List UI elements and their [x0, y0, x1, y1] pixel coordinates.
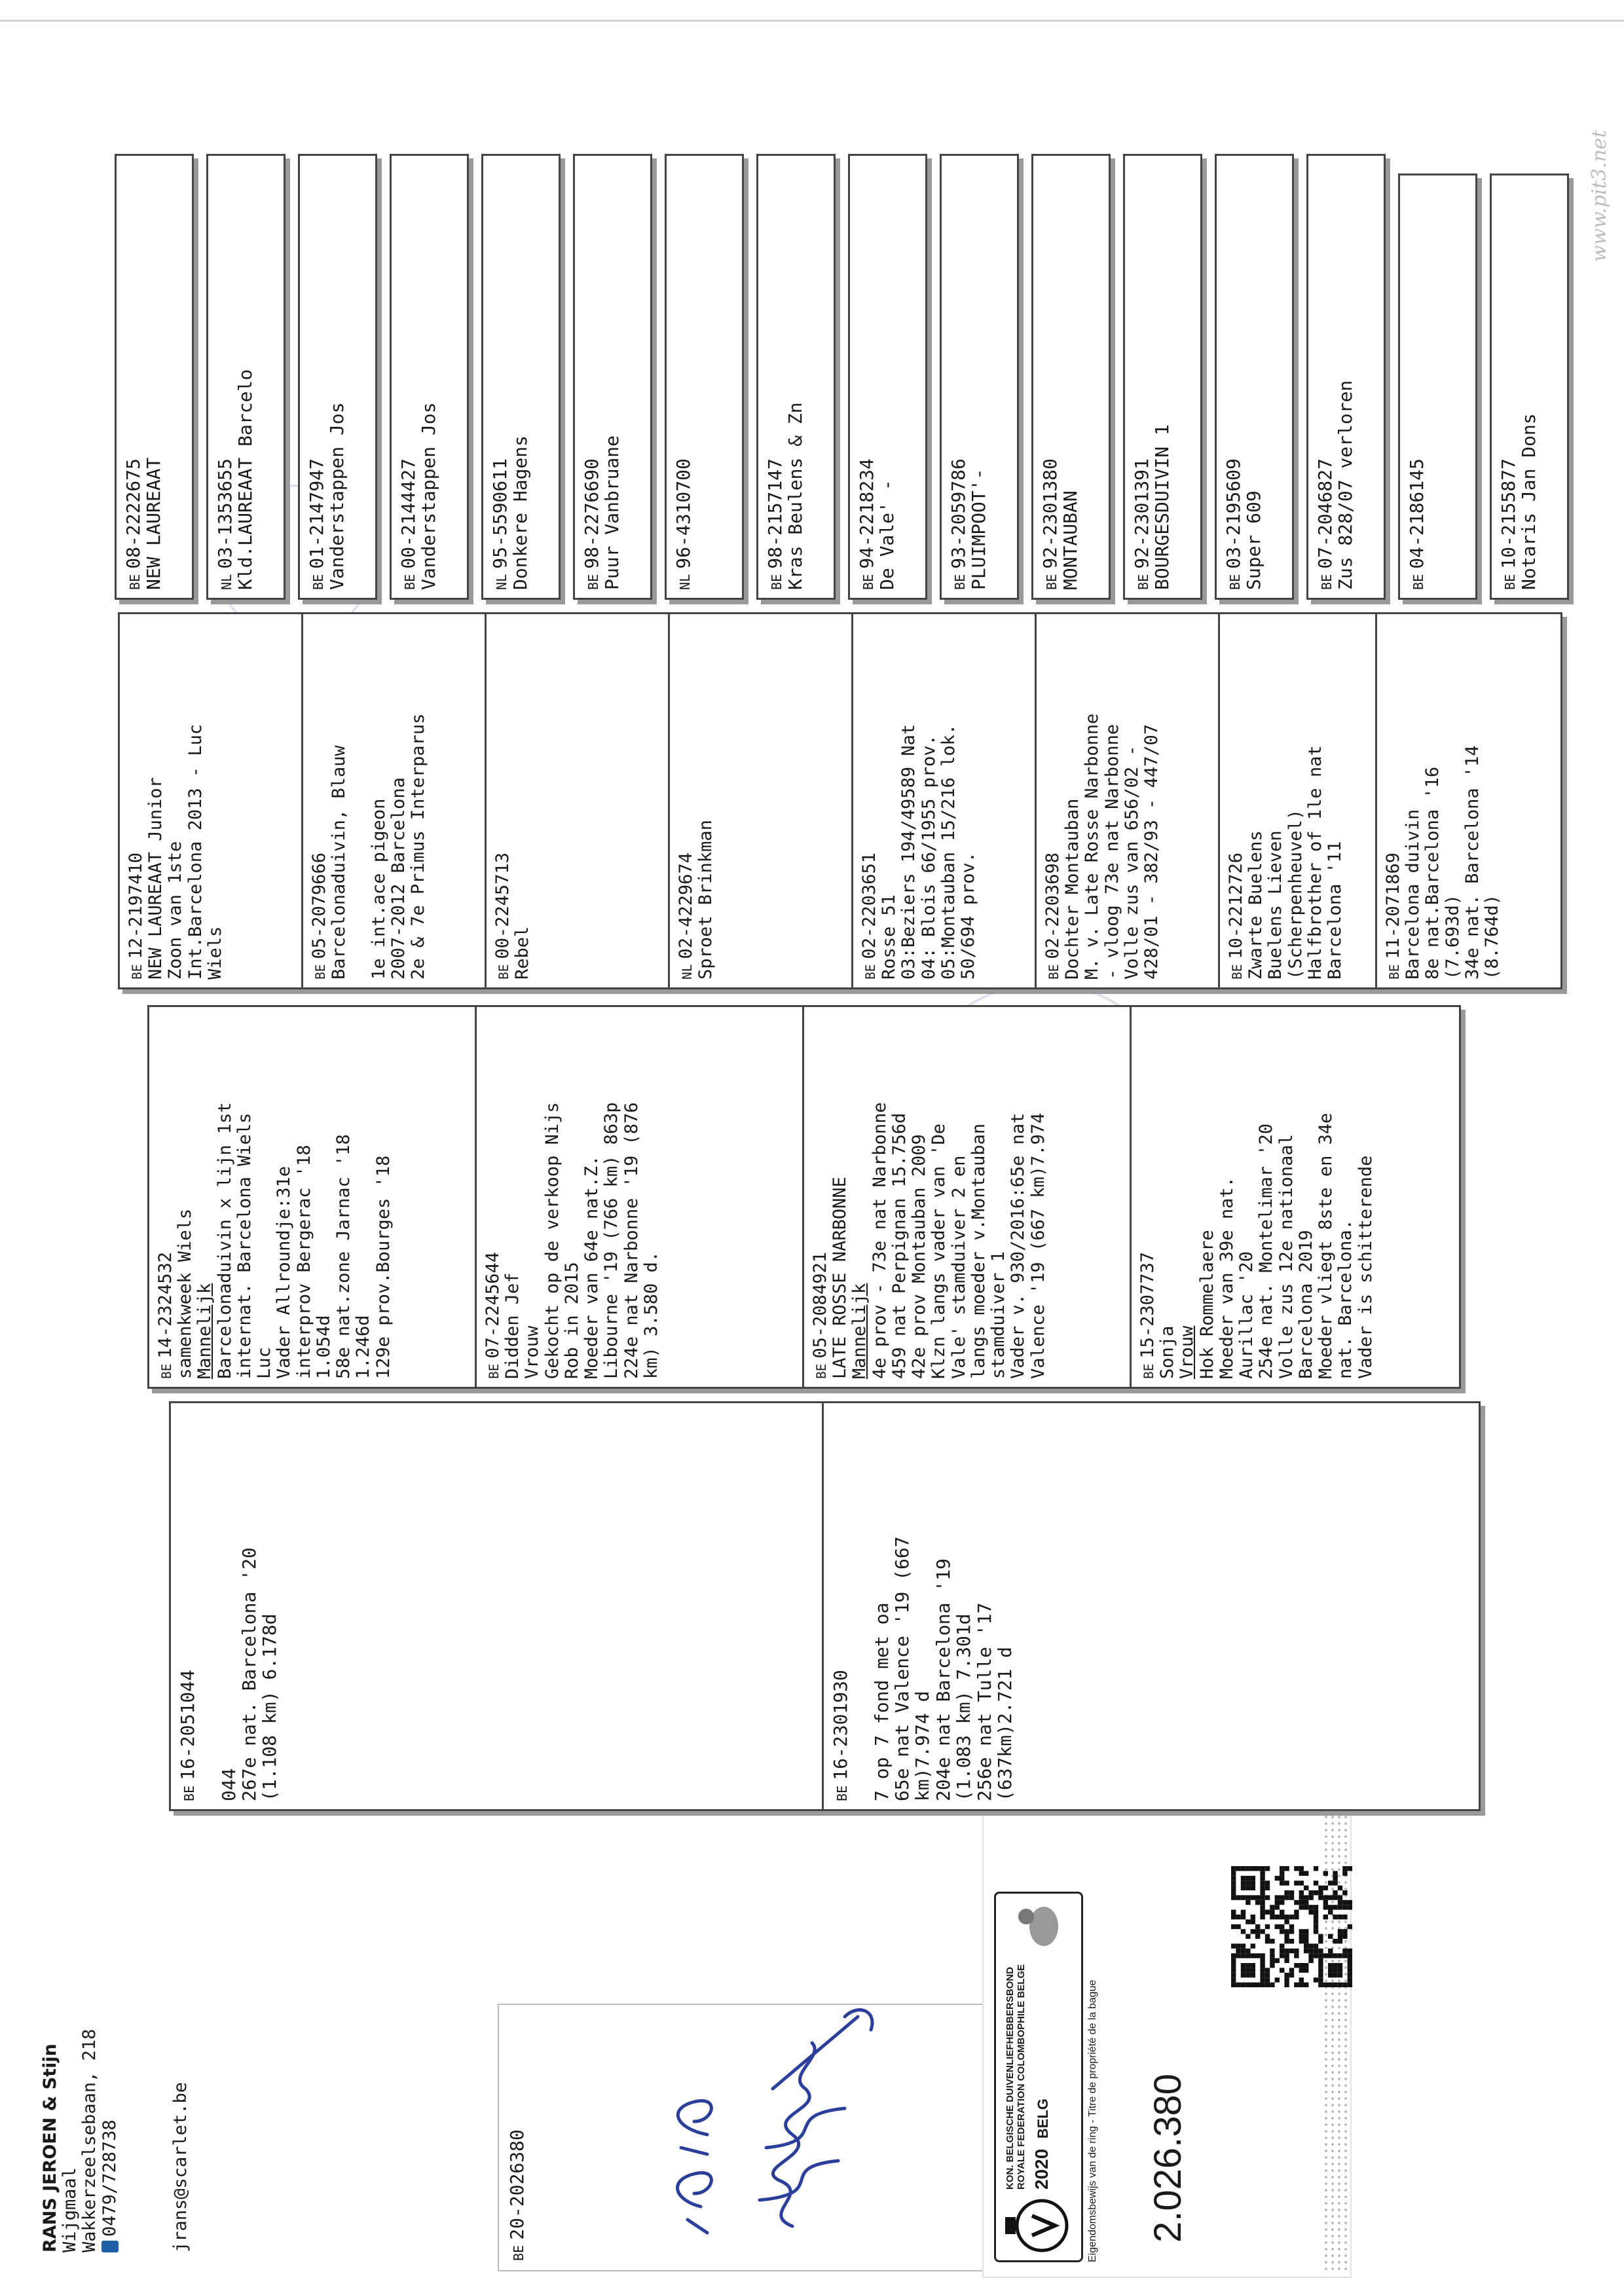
pedigree-box-gen2	[147, 1005, 479, 1389]
ring-number: 04-2186145	[1406, 458, 1428, 569]
ring-prefix: BE	[402, 574, 418, 590]
pedigree-text-line: 04: Blois 66/1955 prov.	[918, 735, 939, 980]
page-edge	[0, 20, 1624, 22]
ring-number: 02-2203698	[1043, 853, 1063, 959]
pedigree-box-gen3	[1035, 612, 1222, 989]
ring-number: 03-1353655	[214, 458, 236, 569]
ring-card-header	[994, 1892, 1083, 2262]
ring-number: 07-2245644	[483, 1252, 503, 1359]
ring-number: 14-2324532	[155, 1252, 175, 1359]
pedigree-box-gen3	[851, 612, 1039, 989]
pedigree-text-line: Moeder van 39e nat.	[1216, 1177, 1237, 1379]
pedigree-text-line: 2e & 7e Primus Interparus	[408, 713, 429, 980]
pedigree-box-gen4	[1215, 154, 1294, 600]
ring-prefix: BE	[1141, 1363, 1156, 1379]
pedigree-box-gen4	[1398, 174, 1477, 600]
ring-line	[398, 164, 418, 590]
ring-line	[857, 164, 877, 590]
pedigree-text-line: 204e nat Barcelona '19	[932, 1558, 954, 1801]
handwritten-signature	[661, 1919, 936, 2259]
ring-prefix: BE	[952, 574, 968, 590]
pedigree-text-line: 256e nat Tulle '17	[973, 1602, 995, 1801]
pedigree-text-line: Sproet Brinkman	[695, 820, 716, 980]
pedigree-text-line: 34e nat. Barcelona '14	[1462, 745, 1483, 980]
pedigree-text-line: 42e prov Montauban 2009	[909, 1134, 930, 1379]
pedigree-text-line: 459 nat Perpignan 15.756d	[889, 1112, 910, 1379]
ring-prefix: BE	[313, 964, 328, 980]
ring-prefix: BE	[127, 574, 143, 590]
ring-line	[1407, 183, 1427, 590]
pedigree-text-line: Halfbrother of 1le nat	[1304, 745, 1325, 980]
pedigree-text-line: Vader v. 930/2016:65e nat	[1008, 1112, 1029, 1379]
pedigree-text-line: Wiels	[204, 926, 225, 980]
pedigree-box-gen2	[802, 1005, 1134, 1389]
ring-line	[1498, 183, 1519, 590]
pedigree-text-line: Volle zus 12e nationaal	[1276, 1134, 1297, 1379]
qr-code	[1231, 1863, 1356, 1987]
ring-prefix: BE	[1411, 574, 1426, 590]
pedigree-text-line: Volle zus van 656/02 -	[1121, 745, 1142, 980]
ring-line	[676, 622, 696, 980]
pedigree-box-gen4	[1031, 154, 1111, 600]
pedigree-box-gen4	[573, 154, 652, 600]
ring-number: 02-2203651	[859, 853, 879, 959]
pedigree-text-line: Super 609	[1243, 490, 1265, 590]
ring-prefix: NL	[494, 574, 509, 590]
ring-line	[673, 164, 693, 590]
pedigree-text-line: 254e nat. Montelimar '20	[1256, 1123, 1277, 1379]
pedigree-text-line: (7.693d)	[1442, 894, 1463, 980]
pedigree-text-line: Vrouw	[522, 1325, 543, 1379]
pedigree-text-line: internat. Barcelona Wiels	[234, 1112, 255, 1379]
pedigree-box-gen1-dam	[822, 1401, 1481, 1811]
pedigree-text-line: langs moeder v.Montauban	[968, 1123, 989, 1379]
pedigree-text-line: Puur Vanbruane	[601, 435, 623, 590]
pedigree-box-gen3	[1375, 612, 1562, 989]
pedigree-text-line: Sonja	[1157, 1325, 1178, 1379]
pedigree-box-gen2	[475, 1005, 806, 1389]
ring-prefix: BE	[487, 1363, 502, 1379]
ring-prefix: NL	[677, 574, 693, 590]
pedigree-box-gen4	[206, 154, 286, 600]
ring-line	[1040, 164, 1060, 590]
phone-icon	[101, 2241, 119, 2252]
subject-prefix: BE	[511, 2245, 526, 2261]
ring-prefix: BE	[1046, 964, 1061, 980]
pedigree-text-line: NEW LAUREAAT Junior	[145, 777, 166, 980]
pedigree-text-line: Gekocht op de verkoop Nijs	[542, 1102, 563, 1379]
ring-prefix: BE	[1044, 574, 1060, 590]
pedigree-text-line: Barcelonaduivin, Blauw	[329, 745, 350, 980]
ring-number: 16-2051044	[177, 1670, 198, 1780]
pedigree-text-line: 428/01 - 382/93 - 447/07	[1141, 724, 1162, 980]
ring-line	[1138, 1015, 1158, 1379]
ring-number: 07-2046827	[1314, 458, 1336, 569]
ring-brand: BELG	[1034, 2099, 1051, 2139]
pedigree-box-gen4	[1306, 154, 1386, 600]
ring-number: 00-2245713	[492, 853, 513, 959]
pedigree-text-line: stamduiver 1	[988, 1251, 1009, 1379]
pedigree-text-line: Didden Jef	[502, 1272, 523, 1379]
pedigree-text-line: LATE ROSSE NARBONNE	[830, 1177, 851, 1379]
ring-number: 16-2301930	[830, 1670, 851, 1780]
pedigree-text-line: 267e nat. Barcelona '20	[238, 1547, 261, 1801]
pedigree-text-line: Vader is schitterende	[1355, 1155, 1376, 1379]
pedigree-text-line: Mannelijk	[849, 1283, 870, 1379]
owner-phone: 0479/728738	[99, 2120, 120, 2237]
owner-street: Wakkerzeelsebaan, 218	[79, 2029, 100, 2252]
pedigree-text-line	[198, 1411, 218, 1801]
pedigree-text-line: Zus 828/07 verloren	[1335, 380, 1357, 590]
pedigree-text-line: Int.Barcelona 2013 - Luc	[185, 724, 206, 980]
ring-line	[123, 164, 143, 590]
ring-line	[126, 622, 146, 980]
pedigree-box-gen4	[940, 154, 1019, 600]
ring-line	[215, 164, 235, 590]
ring-line	[310, 622, 329, 980]
ring-prefix: BE	[585, 574, 601, 590]
ring-prefix: BE	[310, 574, 326, 590]
ring-prefix: BE	[863, 964, 878, 980]
ring-line	[581, 164, 602, 590]
ring-prefix: BE	[159, 1363, 174, 1379]
ring-card-content	[989, 1784, 1329, 2269]
ring-line	[177, 1411, 198, 1801]
pedigree-text-line: Dochter Montauban	[1062, 798, 1083, 980]
ring-number: 15-2307737	[1137, 1252, 1158, 1359]
ring-line	[1223, 164, 1244, 590]
pedigree-text-line: Moeder van 64e nat.Z.	[581, 1155, 602, 1379]
ring-line	[493, 622, 513, 980]
ring-prefix: BE	[1227, 574, 1243, 590]
pedigree-text-line: Zwarte Buelens	[1246, 830, 1266, 980]
pedigree-text-line: 1e int.ace pigeon	[368, 798, 389, 980]
ring-prefix: BE	[181, 1785, 197, 1801]
pedigree-text-line: Barcelona duivin	[1403, 809, 1424, 980]
ring-number: 98-2157147	[764, 458, 786, 569]
ring-year: 2020	[1031, 2148, 1052, 2190]
pedigree-text-line: samenkweek Wiels	[175, 1208, 196, 1379]
pedigree-text-line: PLUIMPOOT'-	[968, 468, 990, 590]
ring-line	[306, 164, 327, 590]
pedigree-text-line: Zoon van 1ste	[165, 841, 186, 980]
ring-prefix: BE	[1135, 574, 1151, 590]
pedigree-box-gen3	[301, 612, 489, 989]
pedigree-text-line: 224e nat Narbonne '19 (876	[621, 1102, 642, 1379]
ring-line	[860, 622, 879, 980]
ring-prefix: BE	[814, 1363, 829, 1379]
ring-prefix: BE	[1230, 964, 1245, 980]
pedigree-text-line: - vloog 73e nat Narbonne	[1101, 724, 1122, 980]
pedigree-text-line: 1.054d	[313, 1315, 334, 1379]
ring-number: 08-2222675	[122, 458, 144, 569]
pedigree-text-line: MONTAUBAN	[1060, 490, 1082, 590]
ring-prefix: NL	[219, 574, 234, 590]
pedigree-text-line: Moeder vliegt 8ste en 34e	[1316, 1112, 1337, 1379]
pedigree-text-line: km) 3.580 d.	[640, 1251, 661, 1379]
pedigree-text-line: 4e prov - 73e nat Narbonne	[869, 1102, 890, 1379]
pedigree-text-line: km)7.974 d	[912, 1691, 934, 1801]
pedigree-box-gen4	[1123, 154, 1202, 600]
ring-number: 02-4229674	[676, 853, 696, 959]
pedigree-text-line: 58e nat.zone Jarnac '18	[333, 1134, 354, 1379]
pedigree-text-line: interprov Bergerac '18	[293, 1145, 314, 1379]
pedigree-text-line: Kras Beulens & Zn	[784, 402, 807, 590]
ring-number: 93-2059786	[948, 458, 969, 569]
pedigree-box-gen4	[390, 154, 469, 600]
subject-ring: 20-2026380	[506, 2129, 528, 2240]
pedigree-text-line: (1.083 km) 7.301d	[953, 1613, 975, 1801]
ring-number: 96-4310700	[673, 458, 694, 569]
pedigree-text-line: 1.246d	[353, 1315, 374, 1379]
ring-line	[156, 1015, 175, 1379]
pedigree-text-line: Vader Allroundje:31e	[274, 1166, 295, 1379]
ring-line	[1227, 622, 1246, 980]
ring-number: 10-2155877	[1498, 458, 1519, 569]
ring-number: 12-2197410	[126, 853, 146, 959]
ring-line	[1384, 622, 1403, 980]
ring-number: 05-2079666	[309, 853, 329, 959]
ring-number: 92-2301391	[1131, 458, 1153, 569]
pedigree-box-gen3	[668, 612, 855, 989]
pedigree-text-line: Barcelonaduivin x lijn 1st	[214, 1102, 235, 1379]
ring-line	[1132, 164, 1152, 590]
ring-prefix: BE	[496, 964, 511, 980]
ring-prefix: BE	[834, 1785, 850, 1801]
pedigree-text-line: 8e nat.Barcelona '16	[1422, 766, 1443, 980]
ring-number: 00-2144427	[397, 458, 419, 569]
pedigree-text-line: 03:Beziers 194/49589 Nat	[898, 724, 919, 980]
pedigree-text-line: Barcelona 2019	[1295, 1230, 1316, 1379]
pedigree-text-line: Barcelona '11	[1325, 841, 1346, 980]
pedigree-text-line: BOURGESDUIVIN 1	[1151, 424, 1173, 590]
pedigree-text-line: Rob in 2015	[561, 1262, 582, 1379]
pedigree-text-line: Rebel	[512, 926, 533, 980]
pedigree-box-gen4	[848, 154, 927, 600]
owner-city: Wijgmaal	[60, 2167, 81, 2252]
owner-email: jrans@scarlet.be	[170, 2082, 191, 2252]
ring-number: 03-2195609	[1223, 458, 1244, 569]
pedigree-box-gen4	[481, 154, 561, 600]
ring-prefix: BE	[1502, 574, 1518, 590]
ring-number: 92-2301380	[1039, 458, 1061, 569]
pedigree-text-line: Kld.LAUREAAT Barcelo	[234, 369, 257, 590]
pedigree-text-line: (Scherpenheuvel)	[1285, 809, 1306, 980]
ring-line	[830, 1411, 851, 1801]
pedigree-box-gen3	[118, 612, 305, 989]
owner-name: RANS JEROEN & Stijn	[40, 2044, 60, 2252]
pedigree-text-line: Rosse 51	[879, 894, 900, 980]
pedigree-text-line: 65e nat Valence '19 (667	[891, 1536, 913, 1801]
pedigree-box-gen4	[756, 154, 836, 600]
pedigree-text-line: Klzn langs vader van 'De	[929, 1123, 950, 1379]
watermark: www.pit3.net	[1588, 130, 1611, 262]
pedigree-text-line: De Vale' -	[876, 479, 898, 590]
pedigree-text-line	[349, 622, 369, 980]
pedigree-text-line: Vale' stamduiver 2 en	[948, 1155, 969, 1379]
pedigree-text-line: Mannelijk	[194, 1283, 215, 1379]
pedigree-text-line: (8.764d)	[1482, 894, 1503, 980]
pedigree-text-line: 50/694 prov.	[958, 851, 979, 980]
pedigree-text-line: Vanderstappen Jos	[418, 402, 440, 590]
ring-line	[483, 1015, 503, 1379]
pedigree-box-gen3	[485, 612, 672, 989]
pedigree-box-gen4	[665, 154, 744, 600]
pedigree-text-line: Vanderstappen Jos	[326, 402, 348, 590]
pedigree-text-line: (637km)2.721 d	[993, 1646, 1016, 1801]
pedigree-text-line: Libourne '19 (766 km) 863p	[601, 1102, 622, 1379]
pedigree-text-line: Notaris Jan Dons	[1518, 413, 1540, 590]
pedigree-text-line: Valence '19 (667 km)7.974	[1027, 1112, 1048, 1379]
ring-prefix: BE	[1319, 574, 1335, 590]
pedigree-text-line: Hok Rommelaere	[1196, 1230, 1217, 1379]
ring-line	[811, 1015, 830, 1379]
pedigree-text-line: Donkere Hagens	[509, 435, 532, 590]
pedigree-text-line: Luc	[254, 1347, 275, 1379]
federation-nl: KON. BELGISCHE DUIVENLIEFHEBBERSBOND	[1005, 1966, 1016, 2190]
ring-line	[765, 164, 785, 590]
ring-prefix: BE	[1387, 964, 1402, 980]
pedigree-text-line: Buelens Lieven	[1265, 830, 1286, 980]
ring-prefix: BE	[130, 964, 145, 980]
ring-line	[948, 164, 969, 590]
pedigree-box-gen2	[1130, 1005, 1461, 1389]
pedigree-text-line: NEW LAUREAAT	[143, 457, 165, 590]
pedigree-text-line	[851, 1411, 871, 1801]
pigeon-icon	[1008, 1900, 1067, 1953]
pedigree-text-line: nat. Barcelona.	[1335, 1219, 1356, 1379]
ring-number: 95-5590611	[489, 458, 511, 569]
pedigree-box-gen4	[115, 154, 194, 600]
pedigree-box-gen4	[298, 154, 377, 600]
owner-block	[41, 2029, 191, 2252]
ring-number: 94-2218234	[856, 458, 877, 569]
federation-fr: ROYALE FEDERATION COLOMBOPHILE BELGE	[1015, 1964, 1027, 2190]
ring-number: 11-2071869	[1383, 853, 1403, 959]
ring-number: 05-2084921	[810, 1252, 830, 1359]
ring-prefix: NL	[680, 964, 695, 980]
pedigree-text-line: 129e prov.Bourges '18	[373, 1155, 394, 1379]
pedigree-text-line: 7 op 7 fond met oa	[870, 1602, 893, 1801]
ring-line	[1315, 164, 1335, 590]
ring-card-title: Eigendomsbewijs van de ring - Titre de propriété de la bague	[1087, 1979, 1098, 2262]
pedigree-text-line: (1.108 km) 6.178d	[259, 1613, 281, 1801]
pedigree-box-gen1-sire	[169, 1401, 828, 1811]
ring-number: 01-2147947	[306, 458, 327, 569]
pedigree-text-line: 2007-2012 Barcelona	[388, 777, 409, 980]
belgian-federation-logo	[1003, 2196, 1072, 2255]
pedigree-text-line: 05:Montauban 15/216 lok.	[938, 724, 959, 980]
ring-prefix: BE	[769, 574, 784, 590]
pedigree-text-line: Vrouw	[1177, 1325, 1198, 1379]
ring-number: 98-2276690	[581, 458, 602, 569]
pedigree-box-gen4	[1490, 174, 1569, 600]
ring-card-number: 2.026.380	[1147, 2073, 1189, 2243]
pedigree-text-line: M. v. Late Rosse Narbonne	[1082, 713, 1103, 980]
pedigree-text-line: Aurillac '20	[1236, 1251, 1257, 1379]
ring-line	[1043, 622, 1063, 980]
ring-number: 10-2212726	[1226, 853, 1246, 959]
ring-line	[490, 164, 510, 590]
ring-prefix: BE	[860, 574, 876, 590]
pedigree-text-line: 044	[217, 1768, 240, 1801]
